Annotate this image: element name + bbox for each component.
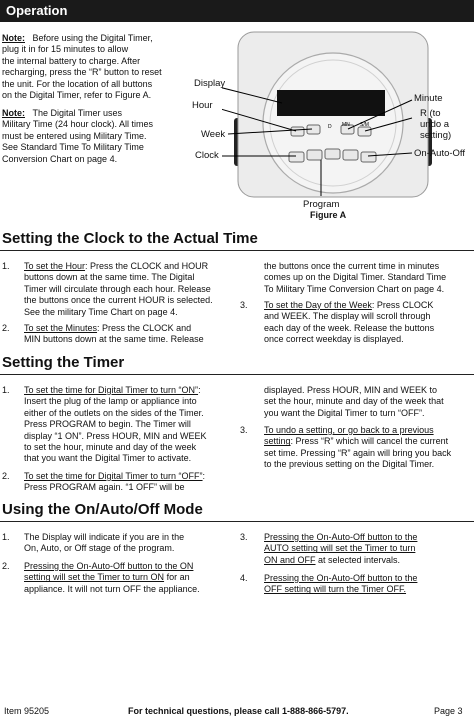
list-number: 1. bbox=[2, 385, 10, 395]
list-item-text: for an bbox=[164, 572, 190, 583]
note-2-line: The Digital Timer uses bbox=[32, 108, 123, 118]
section-heading-timer: Setting the Timer bbox=[2, 354, 125, 371]
list-item-line: that you want the Digital Timer to activate. bbox=[24, 453, 192, 464]
list-item-line: set time. Pressing “R” again will bring you back bbox=[264, 447, 452, 458]
footer-page-number: Page 3 bbox=[434, 706, 463, 716]
note-1 bbox=[2, 33, 172, 101]
list-item bbox=[264, 425, 472, 471]
list-number: 2. bbox=[2, 471, 10, 481]
list-number: 1. bbox=[2, 261, 10, 271]
note-2-line: Conversion Chart on page 4. bbox=[2, 153, 118, 164]
note-2-label: Note: bbox=[2, 108, 25, 118]
list-item bbox=[264, 532, 469, 566]
section-heading-mode: Using the On/Auto/Off Mode bbox=[2, 501, 203, 518]
list-number: 2. bbox=[2, 323, 10, 333]
list-item-text: : Press “R” which will cancel the current bbox=[290, 436, 449, 447]
list-item bbox=[24, 532, 239, 555]
list-item-line: you want the Digital Timer to turn “OFF”. bbox=[264, 407, 425, 418]
list-item-line: Pressing the On-Auto-Off button to the bbox=[264, 532, 418, 542]
note-1-line: the internal battery to charge. After bbox=[2, 55, 141, 66]
list-item-heading: To set the Minutes bbox=[24, 323, 98, 333]
figure-label-minute: Minute bbox=[414, 93, 443, 104]
list-number: 1. bbox=[2, 532, 10, 542]
list-item-line: either of the outlets on the sides of the Timer. bbox=[24, 407, 204, 418]
figure-label-on-auto-off: On-Auto-Off bbox=[414, 148, 466, 159]
list-item-line: Press PROGRAM to begin. The Timer will bbox=[24, 419, 191, 430]
list-item-heading: To set the Hour bbox=[24, 261, 86, 271]
list-item-text: at selected intervals. bbox=[315, 554, 401, 565]
list-item-line: display “1 ON”. Press HOUR, MIN and WEEK bbox=[24, 430, 207, 441]
note-1-line: Before using the Digital Timer, bbox=[32, 33, 153, 43]
list-item bbox=[264, 300, 469, 346]
figure-label-hour: Hour bbox=[192, 100, 213, 111]
button-text-d: D bbox=[328, 124, 332, 130]
list-item-text: : bbox=[198, 385, 201, 395]
note-1-line: the unit. For the location of all buttons bbox=[2, 78, 153, 89]
list-item-line: OFF setting will turn the Timer OFF. bbox=[264, 584, 407, 595]
list-item-line: On, Auto, or Off stage of the program. bbox=[24, 543, 175, 554]
list-item-text: : Press the CLOCK and HOUR bbox=[85, 261, 209, 271]
list-item-line: to set the hour, minute and day of the week bbox=[24, 442, 197, 453]
section-divider bbox=[0, 374, 474, 375]
note-1-line: on the Digital Timer, refer to Figure A. bbox=[2, 90, 152, 101]
note-1-line: recharging, press the “R” button to reset bbox=[2, 67, 162, 78]
list-item-line: each day of the week. Release the buttons bbox=[264, 322, 435, 333]
list-item bbox=[264, 573, 469, 596]
list-number: 3. bbox=[240, 532, 248, 542]
list-item-text: : Press the CLOCK and bbox=[97, 323, 192, 333]
figure-label-r bbox=[420, 108, 451, 141]
note-1-line: plug it in for 15 minutes to allow bbox=[2, 44, 129, 55]
list-item-line: The Display will indicate if you are in the bbox=[24, 532, 185, 542]
list-item-line: appliance. It will not turn OFF the appliance. bbox=[24, 583, 200, 594]
list-item-line: AUTO setting will set the Timer to turn bbox=[264, 543, 416, 554]
list-item-line: the buttons once the current time in minutes bbox=[264, 261, 440, 271]
list-item-line: ON and OFF bbox=[264, 554, 316, 565]
list-item-line: once correct weekday is displayed. bbox=[264, 334, 404, 345]
figure-label-r-line: undo a bbox=[420, 119, 450, 130]
list-item-line: and WEEK. The display will scroll through bbox=[264, 311, 431, 322]
list-item-line: displayed. Press HOUR, MIN and WEEK to bbox=[264, 385, 438, 395]
list-item-continuation bbox=[264, 385, 469, 419]
list-item-line: MIN buttons down at the same time. Release bbox=[24, 334, 204, 345]
note-2 bbox=[2, 108, 172, 165]
figure-label-r-line: setting) bbox=[420, 130, 452, 141]
list-item-line: Insert the plug of the lamp or appliance into bbox=[24, 396, 197, 407]
list-item bbox=[24, 385, 239, 465]
figure-caption: Figure A bbox=[310, 210, 347, 220]
list-item bbox=[24, 323, 234, 346]
list-number: 3. bbox=[240, 425, 248, 435]
list-item-line: setting will set the Timer to turn ON bbox=[24, 572, 165, 583]
list-item-line: Pressing the On-Auto-Off button to the bbox=[264, 573, 418, 583]
figure-label-clock: Clock bbox=[195, 150, 219, 161]
list-item bbox=[24, 561, 239, 595]
list-item-line: the buttons once the current HOUR is selected. bbox=[24, 295, 213, 306]
section-header-bar bbox=[0, 0, 474, 22]
list-item-line: comes up on the Digital Timer. Standard Time bbox=[264, 272, 447, 283]
note-2-line: must be entered using Military Time. bbox=[2, 130, 147, 141]
list-item-line: to the previous setting on the Digital Timer. bbox=[264, 459, 435, 470]
button-text-mn: MN bbox=[342, 122, 350, 128]
section-header-title: Operation bbox=[6, 3, 68, 18]
footer-support-phone: For technical questions, please call 1-888-866-5797. bbox=[128, 706, 349, 716]
list-item-heading: To set the time for Digital Timer to turn “ON” bbox=[24, 385, 199, 395]
list-item-line: Pressing the On-Auto-Off button to the ON bbox=[24, 561, 194, 571]
note-1-label: Note: bbox=[2, 33, 25, 43]
list-item-continuation bbox=[264, 261, 469, 295]
section-heading-clock: Setting the Clock to the Actual Time bbox=[2, 230, 258, 247]
section-divider bbox=[0, 521, 474, 522]
note-2-line: Military Time (24 hour clock). All times bbox=[2, 119, 154, 130]
list-item bbox=[24, 261, 234, 318]
list-item-line: Timer will circulate through each hour. Release bbox=[24, 283, 211, 294]
list-item-heading: To set the time for Digital Timer to turn “OFF” bbox=[24, 471, 203, 481]
list-item-line: buttons down at the same time. The Digital bbox=[24, 272, 195, 283]
list-item-line: set the hour, minute and day of the week that bbox=[264, 396, 444, 407]
list-item-text: : bbox=[202, 471, 206, 481]
figure-label-r-line: R (to bbox=[420, 108, 441, 119]
list-item-line: To Military Time Conversion Chart on page 4. bbox=[264, 283, 445, 294]
list-item-line: See the military Time Chart on page 4. bbox=[24, 306, 178, 317]
button-text-sm: S/M bbox=[360, 122, 369, 128]
list-item-heading: To set the Day of the Week bbox=[264, 300, 372, 310]
note-2-line: See Standard Time To Military Time bbox=[2, 142, 144, 153]
digital-timer-illustration bbox=[222, 28, 450, 208]
figure-label-week: Week bbox=[201, 129, 226, 140]
figure-label-program: Program bbox=[303, 199, 340, 210]
list-item-heading: setting bbox=[264, 436, 291, 447]
list-item-text: : Press CLOCK bbox=[371, 300, 434, 310]
list-item-line: Press PROGRAM again. “1 OFF” will be bbox=[24, 482, 185, 493]
footer-item-number: Item 95205 bbox=[4, 706, 50, 716]
section-divider bbox=[0, 250, 474, 251]
list-number: 4. bbox=[240, 573, 248, 583]
list-item bbox=[24, 471, 239, 494]
figure-label-display: Display bbox=[194, 78, 226, 89]
list-item-heading: To undo a setting, or go back to a previous bbox=[264, 425, 434, 435]
list-number: 3. bbox=[240, 300, 248, 310]
list-number: 2. bbox=[2, 561, 10, 571]
